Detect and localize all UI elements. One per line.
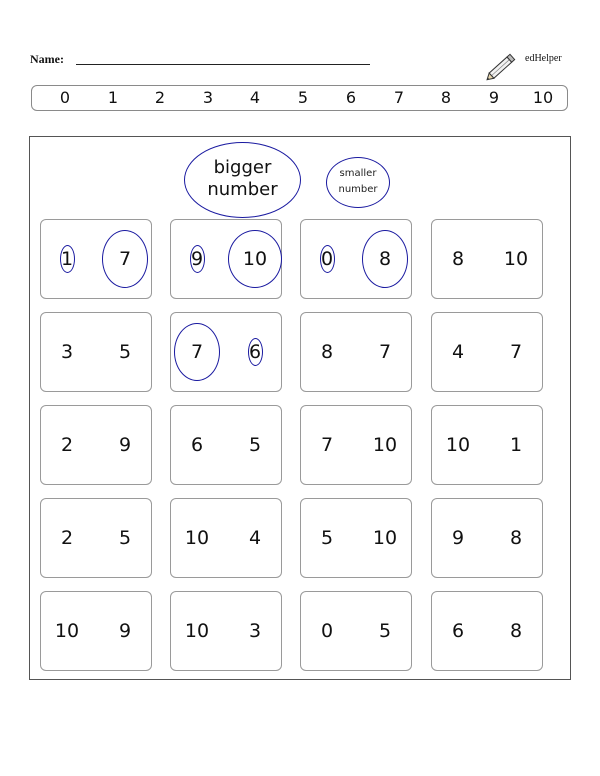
legend-smaller-line-1: smaller — [339, 168, 377, 179]
number-pair-box[interactable] — [300, 405, 412, 485]
number-pair-box[interactable] — [40, 312, 152, 392]
number-pair-box[interactable] — [40, 498, 152, 578]
number-pair-box[interactable] — [170, 405, 282, 485]
left-number: 2 — [60, 434, 74, 456]
left-number: 0 — [320, 248, 334, 270]
number-line-tick: 4 — [249, 88, 261, 107]
number-pair-box[interactable] — [300, 219, 412, 299]
left-number: 0 — [320, 620, 334, 642]
right-number: 8 — [509, 620, 523, 642]
legend-smaller-number — [326, 157, 390, 208]
left-number: 7 — [190, 341, 204, 363]
number-line-tick: 10 — [532, 88, 554, 107]
right-number: 5 — [118, 341, 132, 363]
number-line-tick: 2 — [154, 88, 166, 107]
number-line-tick: 9 — [488, 88, 500, 107]
name-label: Name: — [30, 52, 64, 66]
right-number: 5 — [118, 527, 132, 549]
left-number: 6 — [451, 620, 465, 642]
pencil-icon — [486, 50, 520, 82]
right-number: 7 — [378, 341, 392, 363]
number-pair-box[interactable] — [300, 498, 412, 578]
right-number: 5 — [248, 434, 262, 456]
right-number: 8 — [378, 248, 392, 270]
right-number: 10 — [372, 527, 398, 549]
left-number: 5 — [320, 527, 334, 549]
left-number: 10 — [54, 620, 80, 642]
left-number: 7 — [320, 434, 334, 456]
legend-smaller-line-2: number — [338, 184, 378, 195]
left-number: 10 — [184, 620, 210, 642]
worksheet-area — [29, 136, 571, 680]
number-line-tick: 5 — [297, 88, 309, 107]
number-pair-box[interactable] — [170, 219, 282, 299]
right-number: 5 — [378, 620, 392, 642]
right-number: 6 — [248, 341, 262, 363]
number-pair-box[interactable] — [40, 591, 152, 671]
number-line-tick: 3 — [202, 88, 214, 107]
number-line-tick: 6 — [345, 88, 357, 107]
right-number: 7 — [509, 341, 523, 363]
left-number: 8 — [451, 248, 465, 270]
right-number: 7 — [118, 248, 132, 270]
right-number: 4 — [248, 527, 262, 549]
number-line-tick: 7 — [393, 88, 405, 107]
left-number: 8 — [320, 341, 334, 363]
number-pair-box[interactable] — [40, 219, 152, 299]
left-number: 10 — [184, 527, 210, 549]
number-pair-box[interactable] — [170, 498, 282, 578]
right-number: 10 — [242, 248, 268, 270]
name-field[interactable] — [76, 64, 370, 65]
number-line-tick: 0 — [59, 88, 71, 107]
right-number: 1 — [509, 434, 523, 456]
left-number: 4 — [451, 341, 465, 363]
number-line-tick: 1 — [107, 88, 119, 107]
number-pair-box[interactable] — [40, 405, 152, 485]
number-pair-box[interactable] — [300, 312, 412, 392]
left-number: 9 — [451, 527, 465, 549]
number-pair-box[interactable] — [431, 219, 543, 299]
number-pair-box[interactable] — [431, 591, 543, 671]
right-number: 9 — [118, 620, 132, 642]
legend-bigger-line-1: bigger — [213, 157, 272, 178]
legend-bigger-line-2: number — [207, 179, 278, 200]
right-number: 8 — [509, 527, 523, 549]
left-number: 6 — [190, 434, 204, 456]
number-pair-box[interactable] — [170, 591, 282, 671]
number-pair-box[interactable] — [431, 405, 543, 485]
legend-bigger-number — [184, 142, 301, 218]
right-number: 10 — [372, 434, 398, 456]
number-pair-box[interactable] — [170, 312, 282, 392]
right-number: 10 — [503, 248, 529, 270]
number-line — [31, 85, 568, 111]
brand-logo-text: edHelper — [525, 53, 562, 64]
left-number: 9 — [190, 248, 204, 270]
left-number: 2 — [60, 527, 74, 549]
number-pair-box[interactable] — [431, 312, 543, 392]
right-number: 3 — [248, 620, 262, 642]
left-number: 10 — [445, 434, 471, 456]
number-pair-box[interactable] — [431, 498, 543, 578]
right-number: 9 — [118, 434, 132, 456]
number-pair-box[interactable] — [300, 591, 412, 671]
left-number: 3 — [60, 341, 74, 363]
number-line-tick: 8 — [440, 88, 452, 107]
left-number: 1 — [60, 248, 74, 270]
